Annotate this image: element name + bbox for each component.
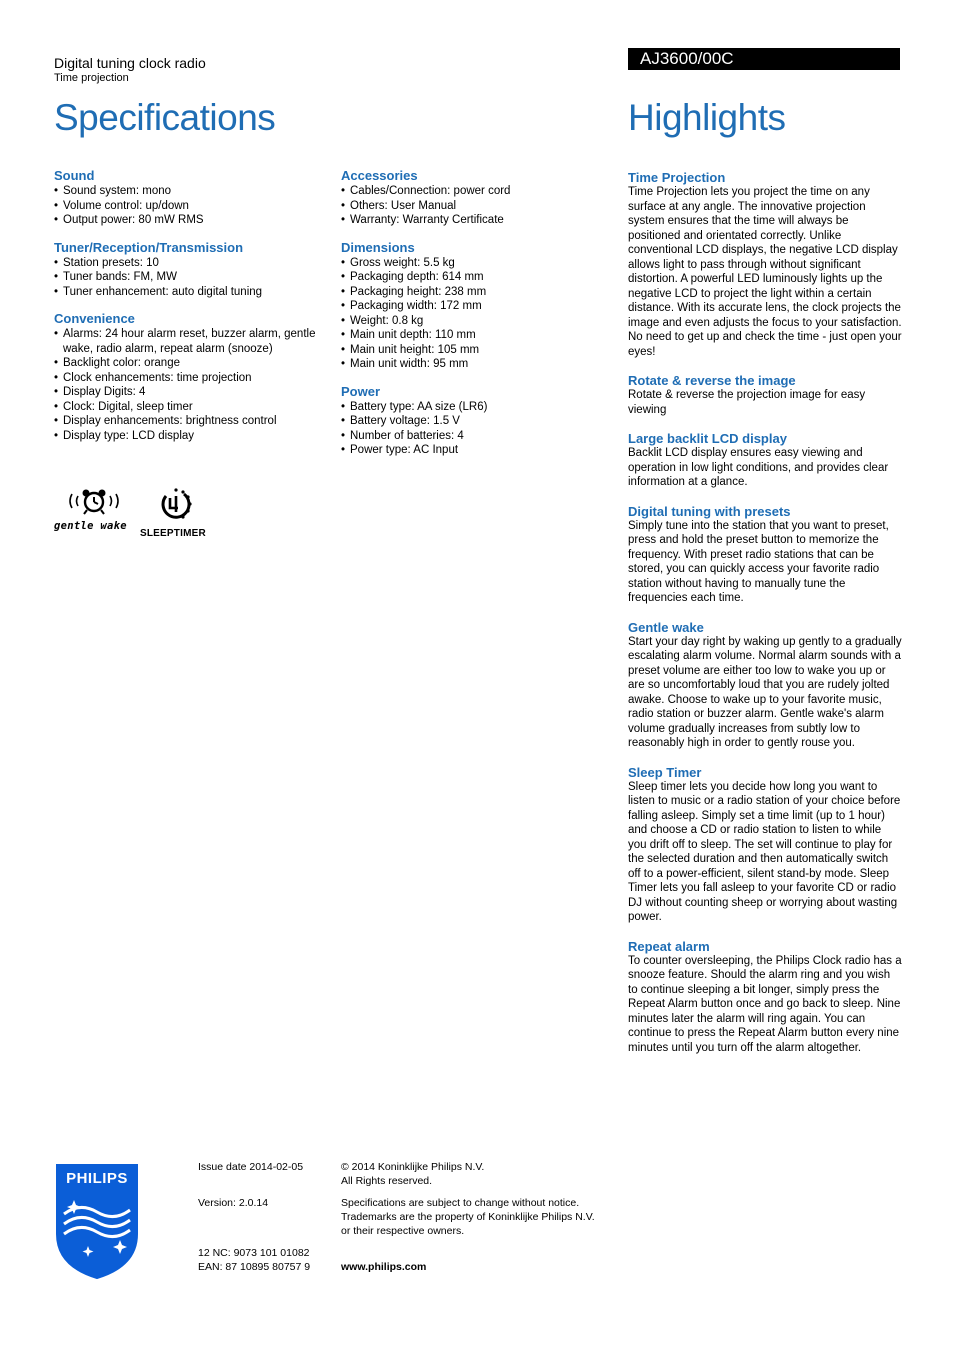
highlight-body: Start your day right by waking up gently to a gradually escalating alarm volume. Normal alarm sounds with a preset volume are either too low to wake you up or are so uncomfortably loud that you are rudely jolted awake. Choose to wake up to your favorite music, radio station or buzzer alarm. Gentle wake's alarm volume gradually increases from subtly low to reasonably high in order to gently rouse you. [628,635,902,749]
highlights-heading: Highlights [628,97,786,138]
spec-item: • Number of batteries: 4 [341,429,601,444]
highlight-title: Time Projection [628,170,726,185]
spec-item: • Battery type: AA size (LR6) [341,400,601,415]
spec-list [54,256,334,300]
spec-list [341,184,601,228]
spec-item: • Alarms: 24 hour alarm reset, buzzer alarm, gentle wake, radio alarm, repeat alarm (snooze) [54,327,334,356]
highlights-column [628,170,902,1055]
highlight-title: Sleep Timer [628,764,702,780]
footer-meta-left [198,1160,328,1274]
spec-item: • Volume control: up/down [54,199,334,214]
specs-left-column [54,168,334,443]
philips-logo [54,1162,140,1280]
spec-list [54,184,334,228]
spec-section-title: Convenience [54,311,135,326]
spec-list [54,327,334,443]
spec-item: • Gross weight: 5.5 kg [341,256,601,271]
gentle-wake-feature [54,488,134,538]
spec-item: • Power type: AC Input [341,443,601,458]
spec-section-title: Dimensions [341,239,415,255]
spec-item: • Display Digits: 4 [54,385,334,400]
website-link[interactable]: www.philips.com [341,1261,427,1273]
spec-item: • Clock: Digital, sleep timer [54,400,334,415]
philips-logo-text: PHILIPS [66,1170,128,1187]
specifications-heading: Specifications [54,97,276,138]
product-subtitle: Time projection [54,72,129,84]
spec-section-title: Accessories [341,168,418,183]
spec-item: • Clock enhancements: time projection [54,371,334,386]
spec-item: • Packaging width: 172 mm [341,299,601,314]
spec-item: • Packaging depth: 614 mm [341,270,601,285]
highlight-body: Simply tune into the station that you want to preset, press and hold the preset button to memorize the frequency. With preset radio stations that can be stored, you can quickly access your favorite radio station without having to manually tune the frequencies each time. [628,519,889,604]
highlight-title: Gentle wake [628,619,704,635]
spec-item: • Packaging height: 238 mm [341,285,601,300]
spec-item: • Backlight color: orange [54,356,334,371]
copyright-line-1: © 2014 Koninklijke Philips N.V. [341,1161,485,1173]
spec-item: • Display enhancements: brightness control [54,414,334,429]
model-number-bar: AJ3600/00C [628,48,900,70]
highlight-title: Digital tuning with presets [628,503,791,519]
highlight-title: Repeat alarm [628,938,710,954]
spec-item: • Tuner bands: FM, MW [54,270,334,285]
notice-line-2: Trademarks are the property of Koninklijke Philips N.V. [341,1211,595,1223]
spec-item: • Battery voltage: 1.5 V [341,414,601,429]
spec-item: • Station presets: 10 [54,256,334,271]
spec-item: • Others: User Manual [341,199,601,214]
spec-item: • Main unit height: 105 mm [341,343,601,358]
version: Version: 2.0.14 [198,1197,269,1209]
notice-line-1: Specifications are subject to change without notice. [341,1197,580,1209]
copyright-line-2: All Rights reserved. [341,1175,433,1187]
spec-item: • Warranty: Warranty Certificate [341,213,601,228]
spec-item: • Cables/Connection: power cord [341,184,601,199]
spec-section-title: Tuner/Reception/Transmission [54,239,244,255]
spec-item: • Weight: 0.8 kg [341,314,601,329]
highlight-title: Large backlit LCD display [628,431,787,446]
highlight-body: To counter oversleeping, the Philips Clock radio has a snooze feature. Should the alarm ring and you wish to continue sleeping a bit longer, simply press the Repeat Alarm button once and go back to sleep. Nine minutes later the alarm will ring again. You can continue to press the Repeat Alarm button every nine minutes until you turn off the alarm altogether. [628,954,902,1054]
highlight-body: Rotate & reverse the projection image for easy viewing [628,389,866,416]
specs-right-column [341,168,601,458]
spec-list [341,400,601,458]
ean-code: EAN: 87 10895 80757 9 [198,1261,311,1273]
footer-meta-right [341,1160,631,1274]
spec-item: • Sound system: mono [54,184,334,199]
spec-item: • Main unit width: 95 mm [341,357,601,372]
sleep-timer-icon [156,488,196,524]
sleep-timer-label: SLEEPTIMER [140,528,206,539]
sleep-timer-feature [140,488,216,540]
spec-item: • Display type: LCD display [54,429,334,444]
spec-item: • Main unit depth: 110 mm [341,328,601,343]
gentle-wake-label: gentle wake [54,520,127,532]
spec-section-title: Sound [54,168,95,183]
highlight-body: Backlit LCD display ensures easy viewing and operation in low light conditions, and provides clear information at a glance. [628,447,889,488]
spec-section-title: Power [341,383,381,399]
spec-item: • Output power: 80 mW RMS [54,213,334,228]
alarm-clock-icon [64,488,136,516]
spec-list [341,256,601,372]
highlight-body: Sleep timer lets you decide how long you want to listen to music or a radio station of your choice before falling asleep. Simply set a time limit (up to 1 hour) and choose a CD or radio station to listen to while you drift off to sleep. The set will continue to play for the selected duration and then automatically switch off to a power-efficient, silent stand-by mode. Sleep Timer lets you fall asleep to your favorite CD or radio DJ without counting sheep or worrying about wasting power. [628,780,901,923]
highlight-body: Time Projection lets you project the time on any surface at any angle. The innovative projection system ensures that the time will always be positioned and orientated correctly. Unlike conventional LCD displays, the negative LCD display allows light to pass through without significant distortion. A powerful LED luminously lights up the negative LCD to project the light within a certain distance. With its accurate lens, the clock projects the image and even adjusts the focus to your satisfaction. No need to get up and check the time - just open your eyes! [628,186,902,358]
highlight-title: Rotate & reverse the image [628,373,796,388]
notice-line-3: or their respective owners. [341,1225,465,1237]
issue-date: Issue date 2014-02-05 [198,1161,304,1173]
nc-code: 12 NC: 9073 101 01082 [198,1247,310,1259]
spec-item: • Tuner enhancement: auto digital tuning [54,285,334,300]
product-title: Digital tuning clock radio [54,55,206,71]
